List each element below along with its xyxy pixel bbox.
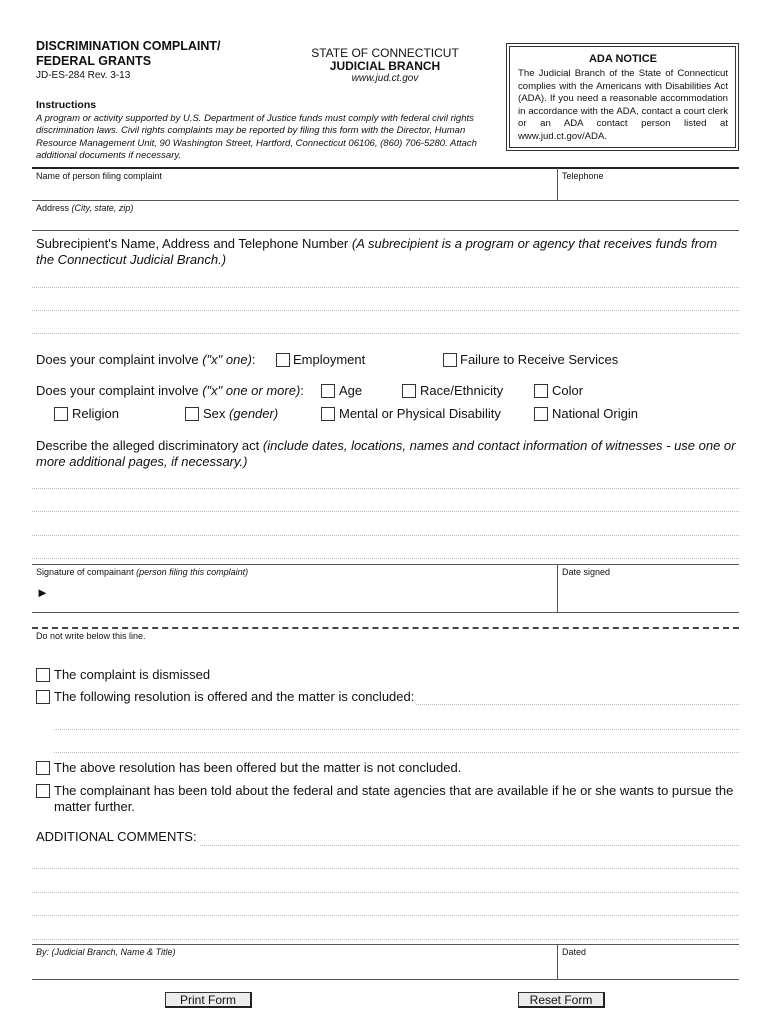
dismissed-label: The complaint is dismissed bbox=[54, 667, 211, 682]
told-agencies-checkbox[interactable] bbox=[36, 784, 50, 798]
involve-one-prompt bbox=[36, 352, 256, 367]
instructions-text: A program or activity supported by U.S. Department of Justice funds must comply with federal civil rights discrimination laws. Civil rights complaints may be reported by filing this form with the Director, Human Resource Management Unit, 90 Washington Street, Hartford, Connecticut 06106, (860) 706-5280. Attach additional documents if necessary. bbox=[36, 113, 477, 161]
divider bbox=[557, 944, 558, 979]
divider bbox=[32, 612, 739, 613]
by-field[interactable] bbox=[36, 960, 551, 978]
divider bbox=[557, 168, 558, 200]
resolution-line[interactable] bbox=[54, 729, 739, 730]
describe-prompt bbox=[36, 438, 736, 470]
resolution-offered-label: The following resolution is offered and the matter is concluded: bbox=[54, 689, 415, 704]
sex-hint: (gender) bbox=[229, 406, 279, 421]
failure-services-checkbox[interactable] bbox=[443, 353, 457, 367]
resolution-offered-checkbox[interactable] bbox=[36, 690, 50, 704]
subrecipient-line[interactable] bbox=[32, 287, 739, 288]
involve-more-label: Does your complaint involve bbox=[36, 383, 199, 398]
national-origin-label: National Origin bbox=[552, 406, 638, 421]
resolution-line[interactable] bbox=[416, 704, 739, 705]
religion-label: Religion bbox=[72, 406, 119, 421]
divider bbox=[32, 230, 739, 231]
divider bbox=[32, 564, 739, 565]
form-code: JD-ES-284 Rev. 3-13 bbox=[36, 70, 131, 81]
told-agencies-label: The complainant has been told about the federal and state agencies that are available if he or she wants to pursue the matter further. bbox=[54, 783, 734, 814]
name-field[interactable] bbox=[36, 184, 551, 200]
describe-line[interactable] bbox=[32, 535, 739, 536]
ada-notice-title: ADA NOTICE bbox=[588, 53, 658, 65]
divider bbox=[32, 167, 739, 169]
do-not-write-label: Do not write below this line. bbox=[36, 631, 146, 641]
address-label-group bbox=[36, 203, 133, 213]
divider bbox=[32, 944, 739, 945]
race-checkbox[interactable] bbox=[402, 384, 416, 398]
address-hint: (City, state, zip) bbox=[71, 203, 134, 213]
national-origin-checkbox[interactable] bbox=[534, 407, 548, 421]
age-label: Age bbox=[339, 383, 363, 398]
ada-notice-text: The Judicial Branch of the State of Connecticut complies with the Americans with Disabilities Act (ADA). If you need a reasonable accommodation in accordance with the ADA, contact a court clerk or an ADA contact person listed at www.jud.ct.gov/ADA. bbox=[518, 68, 728, 142]
failure-services-label: Failure to Receive Services bbox=[460, 352, 619, 367]
by-label: By: bbox=[36, 947, 50, 957]
colon: : bbox=[251, 352, 256, 367]
subrecipient-line[interactable] bbox=[32, 333, 739, 334]
disability-label: Mental or Physical Disability bbox=[339, 406, 501, 421]
sex-label: Sex bbox=[203, 406, 226, 421]
state-name: STATE OF CONNECTICUT bbox=[311, 46, 459, 60]
color-checkbox[interactable] bbox=[534, 384, 548, 398]
address-label: Address bbox=[36, 203, 70, 213]
color-label: Color bbox=[552, 383, 584, 398]
sex-checkbox[interactable] bbox=[185, 407, 199, 421]
involve-one-hint: ("x" one) bbox=[202, 352, 252, 367]
involve-more-hint: ("x" one or more) bbox=[202, 383, 301, 398]
cut-line bbox=[32, 627, 739, 629]
colon: : bbox=[300, 383, 304, 398]
employment-checkbox[interactable] bbox=[276, 353, 290, 367]
reset-form-button[interactable]: Reset Form bbox=[518, 992, 605, 1008]
subrecipient-line[interactable] bbox=[32, 310, 739, 311]
divider bbox=[557, 564, 558, 612]
describe-line[interactable] bbox=[32, 488, 739, 489]
date-signed-field[interactable] bbox=[562, 583, 737, 609]
describe-line[interactable] bbox=[32, 511, 739, 512]
sex-label-group bbox=[203, 406, 278, 421]
divider bbox=[32, 200, 739, 201]
print-form-button[interactable]: Print Form bbox=[165, 992, 252, 1008]
comments-line[interactable] bbox=[32, 915, 739, 916]
subrecipient-prompt bbox=[36, 236, 736, 268]
comments-line[interactable] bbox=[32, 868, 739, 869]
subrecipient-hint: (A subrecipient is a program or agency that receives funds from the Connecticut Judicial Branch.) bbox=[36, 236, 718, 267]
disability-checkbox[interactable] bbox=[321, 407, 335, 421]
not-concluded-checkbox[interactable] bbox=[36, 761, 50, 775]
employment-label: Employment bbox=[293, 352, 366, 367]
instructions-heading: Instructions bbox=[36, 99, 97, 111]
not-concluded-label: The above resolution has been offered but the matter is not concluded. bbox=[54, 760, 462, 775]
resolution-line[interactable] bbox=[54, 752, 739, 753]
subrecipient-label: Subrecipient's Name, Address and Telephone Number bbox=[36, 236, 349, 251]
signature-label-group bbox=[36, 567, 248, 577]
describe-hint: (include dates, locations, names and contact information of witnesses - use one or more additional pages, if necessary.) bbox=[36, 438, 736, 469]
describe-label: Describe the alleged discriminatory act bbox=[36, 438, 260, 453]
telephone-field[interactable] bbox=[562, 184, 737, 200]
telephone-label: Telephone bbox=[562, 171, 604, 181]
age-checkbox[interactable] bbox=[321, 384, 335, 398]
signature-arrow-icon: ► bbox=[36, 585, 49, 600]
ada-notice-box bbox=[506, 43, 739, 151]
comments-line[interactable] bbox=[32, 939, 739, 940]
comments-line[interactable] bbox=[32, 892, 739, 893]
website: www.jud.ct.gov bbox=[351, 73, 419, 84]
dismissed-checkbox[interactable] bbox=[36, 668, 50, 682]
form-title-line1: DISCRIMINATION COMPLAINT/ bbox=[36, 39, 221, 53]
date-signed-label: Date signed bbox=[562, 567, 611, 577]
religion-checkbox[interactable] bbox=[54, 407, 68, 421]
signature-field[interactable] bbox=[52, 583, 550, 609]
dated-field[interactable] bbox=[562, 960, 737, 978]
signature-hint: (person filing this complaint) bbox=[136, 567, 249, 577]
race-label: Race/Ethnicity bbox=[420, 383, 504, 398]
signature-label: Signature of compainant bbox=[36, 567, 134, 577]
dated-label: Dated bbox=[562, 947, 587, 957]
involve-more-prompt bbox=[36, 383, 304, 398]
address-field[interactable] bbox=[36, 215, 736, 229]
additional-comments-label: ADDITIONAL COMMENTS: bbox=[36, 829, 197, 844]
comments-line[interactable] bbox=[200, 845, 739, 846]
divider bbox=[32, 979, 739, 980]
by-label-group bbox=[36, 947, 176, 957]
involve-one-label: Does your complaint involve bbox=[36, 352, 199, 367]
describe-line[interactable] bbox=[32, 558, 739, 559]
name-label: Name of person filing complaint bbox=[36, 171, 163, 181]
form-title-line2: FEDERAL GRANTS bbox=[36, 54, 152, 68]
by-hint: (Judicial Branch, Name & Title) bbox=[51, 947, 176, 957]
branch-name: JUDICIAL BRANCH bbox=[329, 59, 441, 73]
